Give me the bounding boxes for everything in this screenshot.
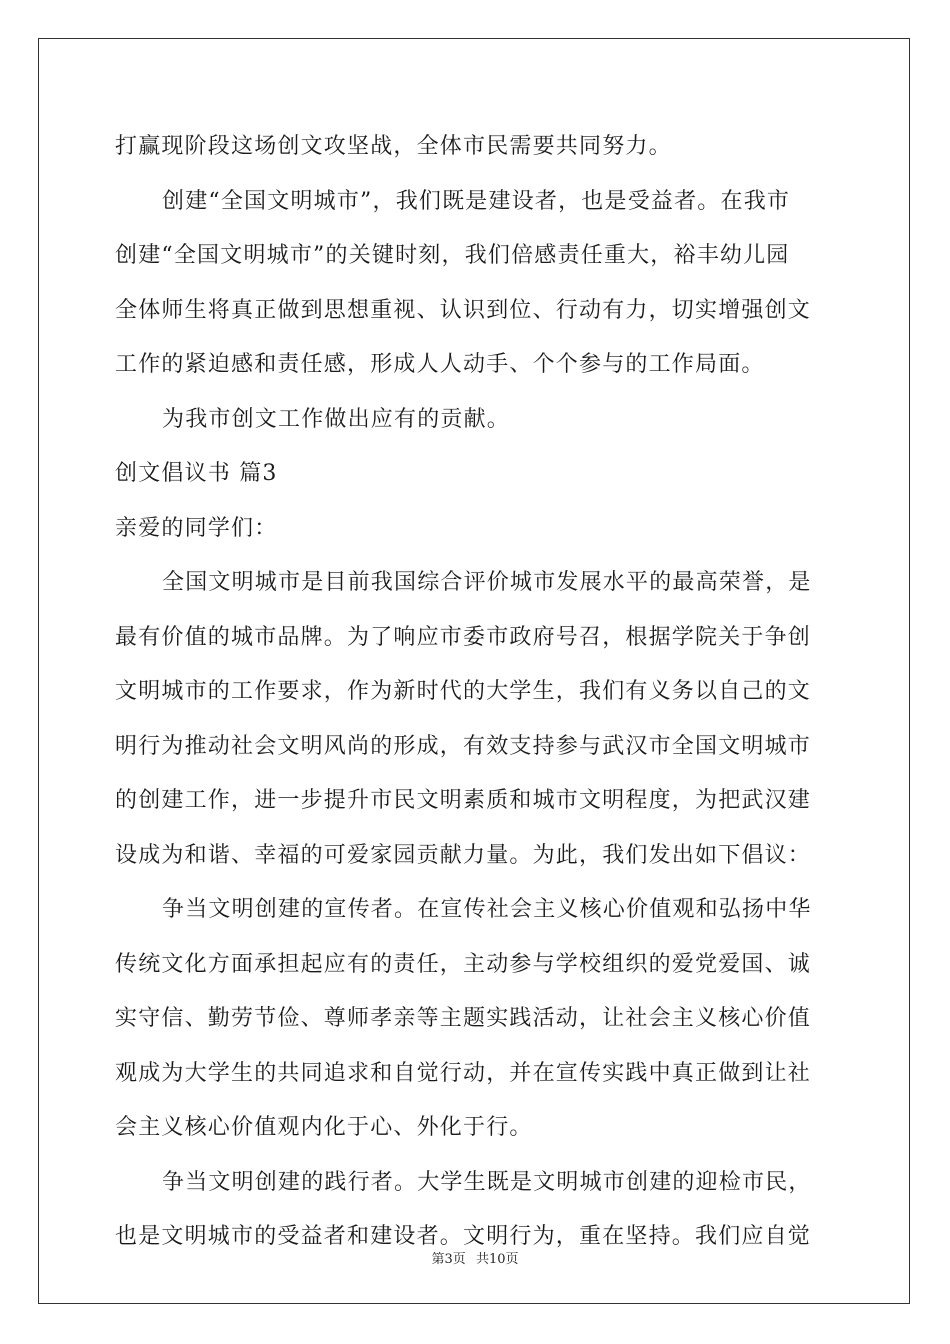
- text-line: 为我市创文工作做出应有的贡献。: [162, 406, 511, 432]
- text-line: 设成为和谐、幸福的可爱家园贡献力量。为此，我们发出如下倡议：: [115, 842, 812, 868]
- text-line: 全体师生将真正做到思想重视、认识到位、行动有力，切实增强创文: [115, 297, 812, 323]
- text-line: 工作的紧迫感和责任感，形成人人动手、个个参与的工作局面。: [115, 352, 765, 377]
- text-line: 会主义核心价值观内化于心、外化于行。: [115, 1115, 533, 1140]
- text-line: 实守信、勤劳节俭、尊师孝亲等主题实践活动，让社会主义核心价值: [115, 1006, 812, 1031]
- text-line: 观成为大学生的共同追求和自觉行动，并在宣传实践中真正做到让社: [115, 1060, 812, 1086]
- text-line: 也是文明城市的受益者和建设者。文明行为，重在坚持。我们应自觉: [115, 1224, 812, 1249]
- text-line: 争当文明创建的宣传者。在宣传社会主义核心价值观和弘扬中华: [162, 897, 812, 922]
- page-number: 第3页: [431, 1252, 466, 1267]
- page-total: 共10页: [475, 1252, 519, 1267]
- text-line: 亲爱的同学们：: [115, 515, 278, 541]
- text-line: 争当文明创建的践行者。大学生既是文明城市创建的迎检市民，: [162, 1169, 812, 1195]
- text-line: 传统文化方面承担起应有的责任，主动参与学校组织的爱党爱国、诚: [115, 951, 812, 977]
- page-footer: [0, 1248, 950, 1267]
- text-line: 创建“全国文明城市”，我们既是建设者，也是受益者。在我市: [162, 188, 791, 214]
- document-body: [115, 120, 835, 1265]
- text-line: 全国文明城市是目前我国综合评价城市发展水平的最高荣誉，是: [162, 570, 812, 595]
- text-line: 文明城市的工作要求，作为新时代的大学生，我们有义务以自己的文: [115, 679, 812, 704]
- text-line: 明行为推动社会文明风尚的形成，有效支持参与武汉市全国文明城市: [115, 733, 812, 759]
- text-line: 创建“全国文明城市”的关键时刻，我们倍感责任重大，裕丰幼儿园: [115, 243, 790, 268]
- text-line: 最有价值的城市品牌。为了响应市委市政府号召，根据学院关于争创: [115, 624, 812, 650]
- text-line: 打赢现阶段这场创文攻坚战，全体市民需要共同努力。: [115, 134, 672, 159]
- text-line: 创文倡议书 篇3: [115, 461, 278, 486]
- text-line: 的创建工作，进一步提升市民文明素质和城市文明程度，为把武汉建: [115, 788, 812, 813]
